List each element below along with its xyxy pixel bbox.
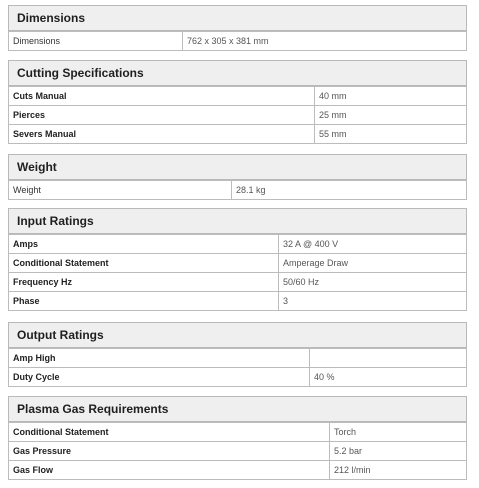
- row-label: Severs Manual: [9, 125, 315, 144]
- section-title: Dimensions: [8, 5, 467, 31]
- table-row: [9, 442, 467, 461]
- table-row: [9, 125, 467, 144]
- section-title: Weight: [8, 154, 467, 180]
- row-value: 212 l/min: [330, 461, 467, 480]
- table-row: [9, 292, 467, 311]
- table-row: [9, 235, 467, 254]
- row-label: Duty Cycle: [9, 368, 310, 387]
- row-value: 50/60 Hz: [279, 273, 467, 292]
- spec-table: [8, 422, 467, 480]
- row-value: 55 mm: [315, 125, 467, 144]
- section-title: Input Ratings: [8, 208, 467, 234]
- row-label: Dimensions: [9, 32, 183, 51]
- table-row: [9, 106, 467, 125]
- row-label: Cuts Manual: [9, 87, 315, 106]
- spec-table: [8, 348, 467, 387]
- row-label: Frequency Hz: [9, 273, 279, 292]
- row-label: Gas Pressure: [9, 442, 330, 461]
- section-output-ratings: [8, 322, 467, 387]
- section-title: Plasma Gas Requirements: [8, 396, 467, 422]
- row-value: 32 A @ 400 V: [279, 235, 467, 254]
- row-value: [310, 349, 467, 368]
- table-row: [9, 32, 467, 51]
- row-label: Pierces: [9, 106, 315, 125]
- table-row: [9, 461, 467, 480]
- spec-table: [8, 86, 467, 144]
- row-label: Amp High: [9, 349, 310, 368]
- spec-table: [8, 234, 467, 311]
- section-plasma-gas-requirements: [8, 396, 467, 480]
- row-label: Conditional Statement: [9, 254, 279, 273]
- row-value: Amperage Draw: [279, 254, 467, 273]
- section-weight: [8, 154, 467, 200]
- row-value: 40 mm: [315, 87, 467, 106]
- row-value: 25 mm: [315, 106, 467, 125]
- table-row: [9, 273, 467, 292]
- row-value: 3: [279, 292, 467, 311]
- row-label: Phase: [9, 292, 279, 311]
- row-label: Gas Flow: [9, 461, 330, 480]
- table-row: [9, 349, 467, 368]
- table-row: [9, 87, 467, 106]
- section-cutting-specifications: [8, 60, 467, 144]
- section-title: Cutting Specifications: [8, 60, 467, 86]
- row-label: Conditional Statement: [9, 423, 330, 442]
- row-value: 762 x 305 x 381 mm: [183, 32, 467, 51]
- row-label: Amps: [9, 235, 279, 254]
- table-row: [9, 181, 467, 200]
- spec-table: [8, 180, 467, 200]
- section-dimensions: [8, 5, 467, 51]
- row-value: 5.2 bar: [330, 442, 467, 461]
- section-input-ratings: [8, 208, 467, 311]
- table-row: [9, 254, 467, 273]
- row-value: Torch: [330, 423, 467, 442]
- section-title: Output Ratings: [8, 322, 467, 348]
- row-value: 28.1 kg: [232, 181, 467, 200]
- spec-table: [8, 31, 467, 51]
- row-label: Weight: [9, 181, 232, 200]
- row-value: 40 %: [310, 368, 467, 387]
- table-row: [9, 368, 467, 387]
- table-row: [9, 423, 467, 442]
